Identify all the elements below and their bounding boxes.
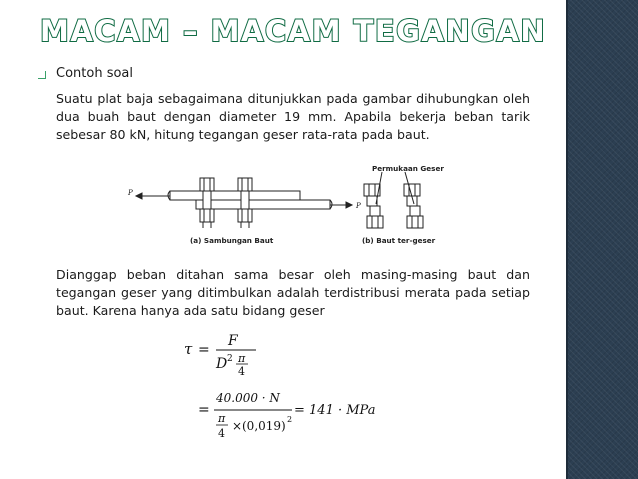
load-label-right: P	[356, 202, 361, 210]
slide-title: MACAM – MACAM TEGANGAN	[40, 14, 547, 48]
times-sign: ×	[232, 419, 243, 433]
sheared-bolt-drawing	[364, 172, 423, 228]
caption-bolted-joint: (a) Sambungan Baut	[190, 236, 274, 245]
problem-paragraph: Suatu plat baja sebagaimana ditunjukkan pada gambar dihubungkan oleh dua buah baut dengan diameter 19 mm. Apabila bekerja beban tarik sebesar 80 kN, hitung tegangan geser rata-rata pada baut.	[56, 91, 530, 142]
shear-stress-formula	[180, 332, 420, 452]
decorative-sidebar	[568, 0, 638, 479]
four-denominator-2: 4	[218, 427, 225, 440]
label-shear-surface: Permukaan Geser	[372, 164, 444, 173]
equals-sign-2: =	[198, 402, 210, 418]
result-value: = 141 · MPa	[294, 403, 376, 418]
numerator-value: 40.000 · N	[216, 391, 280, 405]
caption-sheared-bolt: (b) Baut ter-geser	[362, 236, 436, 245]
bullet-icon	[38, 71, 46, 79]
assumption-paragraph: Dianggap beban ditahan sama besar oleh masing-masing baut dan tegangan geser yang ditimbulkan adalah terdistribusi merata pada setiap baut. Karena hanya ada satu bidang geser	[56, 267, 530, 318]
square-exponent-2: 2	[287, 415, 293, 424]
pi-symbol-2: π	[218, 412, 226, 425]
bolted-joint-drawing	[136, 178, 352, 228]
equals-sign: =	[198, 342, 210, 358]
bullet-item	[38, 66, 133, 81]
square-exponent: 2	[227, 354, 233, 364]
bullet-label: Contoh soal	[56, 66, 133, 81]
pi-symbol: π	[238, 352, 246, 365]
force-symbol: F	[228, 333, 238, 349]
diameter-symbol: D	[216, 356, 228, 372]
diameter-value: (0,019)	[242, 419, 286, 433]
bolt-joint-figure	[120, 164, 460, 254]
tau-symbol: τ	[184, 340, 193, 358]
four-denominator: 4	[238, 365, 245, 378]
load-label-left: P	[128, 189, 133, 197]
